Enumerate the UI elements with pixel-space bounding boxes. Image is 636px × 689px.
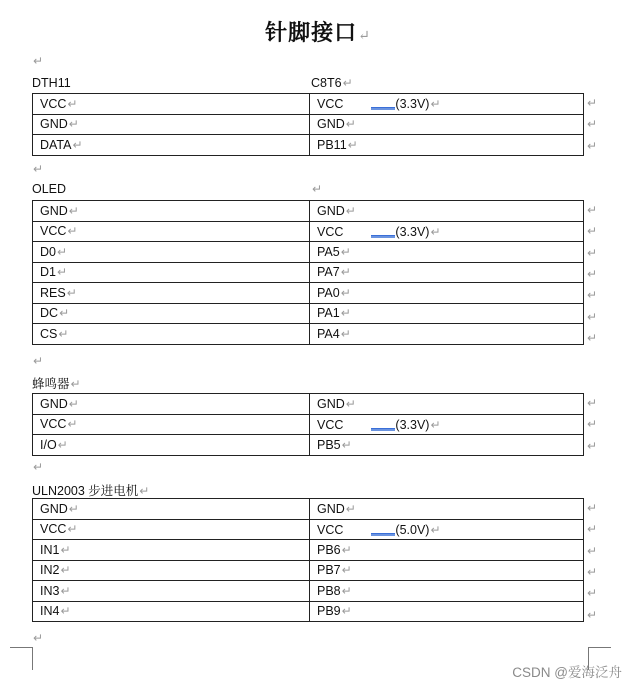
section-label-stepper <box>32 481 149 499</box>
mcu-pin-cell <box>310 242 584 263</box>
cell-mark: ↵ <box>345 117 356 132</box>
row-end-mark: ↵ <box>587 396 598 410</box>
cell-mark: ↵ <box>345 501 356 516</box>
mcu-pin-cell <box>310 499 584 520</box>
cell-mark: ↵ <box>56 244 68 259</box>
cell-mark: ↵ <box>58 326 69 341</box>
module-pin-cell <box>33 114 310 135</box>
module-pin-cell <box>33 581 310 602</box>
table-row <box>33 201 584 222</box>
module-pin-label: VCC <box>40 224 67 239</box>
cell-mark: ↵ <box>341 563 352 578</box>
mcu-pin-cell <box>310 262 584 283</box>
paragraph-mark: ↵ <box>358 28 371 44</box>
voltage-note: (3.3V) <box>395 417 430 432</box>
module-pin-label: I/O <box>40 437 57 452</box>
row-end-mark: ↵ <box>587 203 598 217</box>
module-pin-label: GND <box>40 203 68 218</box>
table-row <box>33 601 584 622</box>
mcu-pin-label: VCC <box>317 224 344 239</box>
table-row <box>33 435 584 456</box>
paragraph-mark: ↵ <box>33 162 44 176</box>
mcu-pin-label: PA5 <box>317 244 340 259</box>
row-end-mark: ↵ <box>587 417 598 432</box>
row-end-mark: ↵ <box>587 245 598 260</box>
table-row <box>33 114 584 135</box>
paragraph-mark: ↵ <box>70 377 81 391</box>
mcu-pin-cell <box>310 414 584 435</box>
row-end-mark: ↵ <box>587 309 598 324</box>
module-pin-label: VCC <box>40 96 67 111</box>
mcu-pin-label: PB6 <box>317 542 341 557</box>
cell-mark: ↵ <box>345 396 356 411</box>
section-label-text: DTH11 <box>32 76 71 90</box>
mcu-pin-cell <box>310 601 584 622</box>
watermark: CSDN @爱海泛舟 <box>512 665 622 680</box>
blank-underline <box>371 96 395 108</box>
cell-mark: ↵ <box>72 137 83 152</box>
mcu-pin-cell <box>310 114 584 135</box>
mcu-pin-cell <box>310 94 584 115</box>
module-pin-cell <box>33 135 310 156</box>
paragraph-mark: ↵ <box>342 76 353 90</box>
section-label-text: 蜂鸣器 <box>32 377 70 391</box>
buzzer-pin-table <box>32 393 584 456</box>
blank-underline <box>371 417 395 429</box>
paragraph-mark: ↵ <box>33 460 44 474</box>
cell-mark: ↵ <box>340 326 351 341</box>
cell-mark: ↵ <box>345 203 356 218</box>
table-row <box>33 94 584 115</box>
mcu-pin-cell <box>310 221 584 242</box>
module-pin-label: VCC <box>40 522 67 537</box>
table-row <box>33 560 584 581</box>
paragraph-mark: ↵ <box>139 484 150 498</box>
mcu-pin-label: GND <box>317 117 345 132</box>
table-row <box>33 324 584 345</box>
cell-mark: ↵ <box>68 396 79 411</box>
module-pin-label: D1 <box>40 265 56 280</box>
title-text: 针脚接口 <box>265 20 358 46</box>
voltage-note: (5.0V) <box>395 522 430 537</box>
cell-mark: ↵ <box>340 265 351 280</box>
document-title <box>0 16 636 47</box>
mcu-pin-cell <box>310 581 584 602</box>
table-row <box>33 540 584 561</box>
mcu-pin-label: PA0 <box>317 285 340 300</box>
mcu-pin-label: PB7 <box>317 563 341 578</box>
row-end-mark: ↵ <box>587 522 598 537</box>
cell-mark: ↵ <box>340 285 351 300</box>
dth11-pin-table <box>32 93 584 156</box>
module-pin-cell <box>33 560 310 581</box>
cell-mark: ↵ <box>430 224 441 239</box>
voltage-note: (3.3V) <box>395 224 430 239</box>
paragraph-mark: ↵ <box>312 182 323 196</box>
row-end-mark: ↵ <box>587 117 598 132</box>
cell-mark: ↵ <box>341 437 352 452</box>
cell-mark: ↵ <box>60 583 71 598</box>
module-pin-label: D0 <box>40 244 56 259</box>
table-row <box>33 262 584 283</box>
section-label-dth11 <box>32 76 71 90</box>
module-pin-cell <box>33 303 310 324</box>
table-row <box>33 303 584 324</box>
mcu-pin-cell <box>310 303 584 324</box>
section-label-c8t6 <box>311 76 353 90</box>
mcu-pin-label: VCC <box>317 97 344 112</box>
table-row <box>33 414 584 435</box>
cell-mark: ↵ <box>68 501 79 516</box>
module-pin-cell <box>33 94 310 115</box>
module-pin-cell <box>33 519 310 540</box>
module-pin-label: RES <box>40 285 66 300</box>
module-pin-cell <box>33 414 310 435</box>
module-pin-label: DC <box>40 306 59 321</box>
paragraph-mark: ↵ <box>33 631 44 645</box>
cell-mark: ↵ <box>57 437 68 452</box>
mcu-pin-label: PA1 <box>317 306 340 321</box>
mcu-pin-label: GND <box>317 396 345 411</box>
module-pin-cell <box>33 394 310 415</box>
module-pin-cell <box>33 499 310 520</box>
table-row <box>33 581 584 602</box>
row-end-mark: ↵ <box>587 224 598 239</box>
section-label-text: OLED <box>32 182 67 196</box>
oled-pin-table <box>32 200 584 345</box>
module-pin-label: GND <box>40 117 68 132</box>
cell-mark: ↵ <box>56 265 68 280</box>
cell-mark: ↵ <box>340 244 351 259</box>
table-row <box>33 221 584 242</box>
mcu-pin-cell <box>310 135 584 156</box>
mcu-pin-cell <box>310 519 584 540</box>
mcu-pin-label: GND <box>317 501 345 516</box>
module-pin-cell <box>33 540 310 561</box>
cell-mark: ↵ <box>68 203 79 218</box>
module-pin-cell <box>33 324 310 345</box>
table-row <box>33 499 584 520</box>
blank-underline <box>371 224 395 236</box>
module-pin-label: GND <box>40 396 68 411</box>
mcu-pin-label: PB11 <box>317 137 347 152</box>
blank-underline <box>371 522 395 534</box>
module-pin-label: CS <box>40 326 58 341</box>
section-label-buzzer <box>32 374 81 392</box>
row-end-mark: ↵ <box>587 607 598 622</box>
cell-mark: ↵ <box>60 604 71 619</box>
mcu-pin-label: VCC <box>317 417 344 432</box>
mcu-pin-label: PB8 <box>317 583 341 598</box>
table-row <box>33 394 584 415</box>
row-end-mark: ↵ <box>587 266 598 281</box>
cell-mark: ↵ <box>67 224 78 239</box>
module-pin-label: GND <box>40 501 68 516</box>
stepper-pin-table <box>32 498 584 622</box>
cell-mark: ↵ <box>68 117 79 132</box>
section-label-oled <box>32 182 66 196</box>
cell-mark: ↵ <box>430 417 441 432</box>
mcu-pin-label: PA4 <box>317 326 340 341</box>
mcu-pin-cell <box>310 540 584 561</box>
paragraph-mark: ↵ <box>33 354 44 368</box>
row-end-mark: ↵ <box>587 138 598 153</box>
module-pin-label: VCC <box>40 417 67 432</box>
row-end-mark: ↵ <box>587 543 598 558</box>
module-pin-cell <box>33 601 310 622</box>
module-pin-cell <box>33 242 310 263</box>
paragraph-mark: ↵ <box>33 54 44 68</box>
cell-mark: ↵ <box>430 522 441 537</box>
mcu-pin-label: GND <box>317 203 345 218</box>
section-label-text: C8T6 <box>311 76 342 90</box>
row-end-mark: ↵ <box>587 564 598 579</box>
section-label-text: ULN2003 步进电机 <box>32 484 139 498</box>
mcu-pin-label: PA7 <box>317 265 340 280</box>
cell-mark: ↵ <box>60 542 71 557</box>
cell-mark: ↵ <box>67 96 78 111</box>
row-end-mark: ↵ <box>587 586 598 601</box>
cell-mark: ↵ <box>67 417 78 432</box>
table-row <box>33 135 584 156</box>
cell-mark: ↵ <box>340 306 351 321</box>
row-end-mark: ↵ <box>587 96 598 110</box>
mcu-pin-cell <box>310 560 584 581</box>
table-row <box>33 242 584 263</box>
cell-mark: ↵ <box>60 563 71 578</box>
row-end-mark: ↵ <box>587 438 598 453</box>
mcu-pin-label: VCC <box>317 522 344 537</box>
crop-mark-bottom-left <box>10 647 33 670</box>
module-pin-label: DATA <box>40 137 72 152</box>
row-end-mark: ↵ <box>587 288 598 303</box>
table-row <box>33 519 584 540</box>
mcu-pin-label: PB9 <box>317 604 341 619</box>
mcu-pin-cell <box>310 283 584 304</box>
module-pin-label: IN2 <box>40 563 60 578</box>
module-pin-cell <box>33 221 310 242</box>
module-pin-label: IN3 <box>40 583 60 598</box>
cell-mark: ↵ <box>59 306 70 321</box>
module-pin-label: IN1 <box>40 542 60 557</box>
mcu-pin-cell <box>310 324 584 345</box>
cell-mark: ↵ <box>341 583 352 598</box>
cell-mark: ↵ <box>341 542 352 557</box>
module-pin-cell <box>33 283 310 304</box>
cell-mark: ↵ <box>67 522 78 537</box>
cell-mark: ↵ <box>347 137 358 152</box>
mcu-pin-cell <box>310 394 584 415</box>
cell-mark: ↵ <box>341 604 352 619</box>
cell-mark: ↵ <box>66 285 77 300</box>
module-pin-cell <box>33 435 310 456</box>
module-pin-label: IN4 <box>40 604 60 619</box>
mcu-pin-label: PB5 <box>317 437 341 452</box>
cell-mark: ↵ <box>430 97 441 112</box>
module-pin-cell <box>33 262 310 283</box>
mcu-pin-cell <box>310 435 584 456</box>
table-row <box>33 283 584 304</box>
module-pin-cell <box>33 201 310 222</box>
mcu-pin-cell <box>310 201 584 222</box>
row-end-mark: ↵ <box>587 330 598 345</box>
row-end-mark: ↵ <box>587 501 598 515</box>
voltage-note: (3.3V) <box>395 97 430 112</box>
